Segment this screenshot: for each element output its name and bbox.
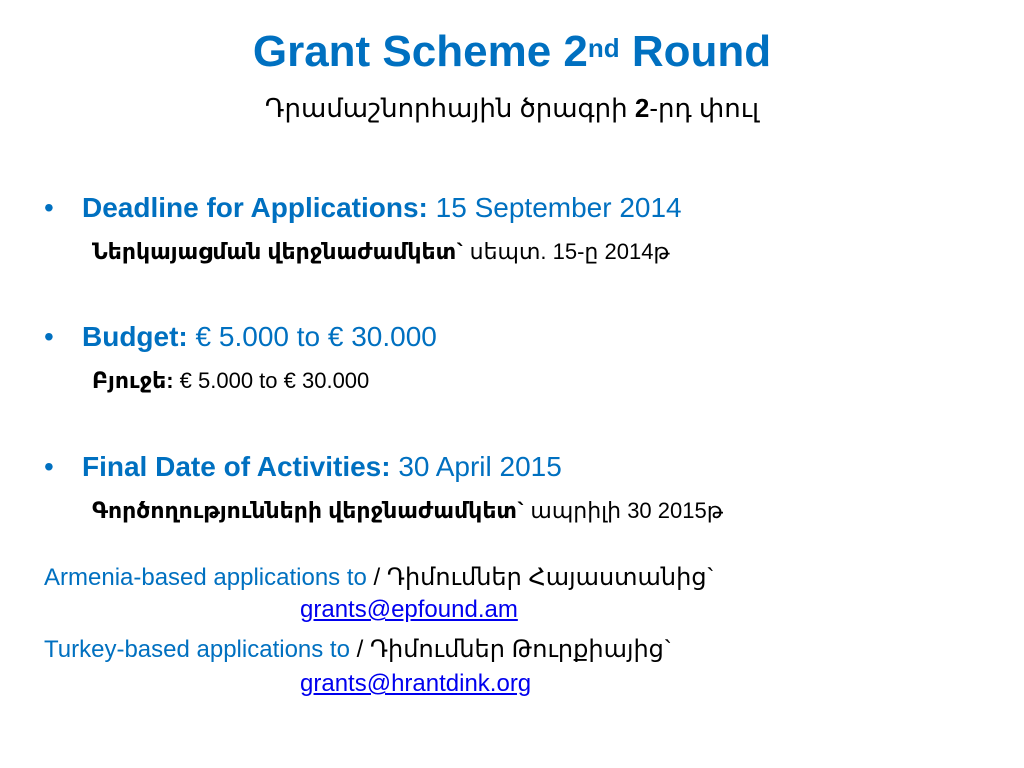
budget-armenian-label: Բյուջե: bbox=[92, 368, 174, 393]
final-date-armenian-label: Գործողությունների վերջնաժամկետ` bbox=[92, 498, 525, 523]
contact-armenia bbox=[44, 563, 715, 593]
subtitle-bold: 2 bbox=[634, 93, 650, 123]
bullet-final-date-value: 30 April 2015 bbox=[390, 451, 562, 482]
bullet-dot-icon: • bbox=[44, 192, 54, 223]
contact-turkey-label-am: / Դիմումներ Թուրքիայից` bbox=[349, 636, 672, 663]
budget-armenian-value: € 5.000 to € 30.000 bbox=[173, 368, 370, 393]
bullet-deadline-text bbox=[82, 191, 682, 225]
contact-armenia-label-en: Armenia-based applications to bbox=[44, 564, 367, 591]
bullet-final-date-label: Final Date of Activities: bbox=[82, 451, 391, 482]
subtitle-part1: Դրամաշնորհային ծրագրի bbox=[264, 93, 635, 123]
bullet-dot-icon: • bbox=[44, 451, 54, 482]
slide-title bbox=[0, 26, 1024, 78]
contact-turkey-label-en: Turkey-based applications to bbox=[44, 636, 350, 663]
contact-turkey bbox=[44, 635, 672, 665]
bullet-final-date-text bbox=[82, 450, 562, 484]
email-link-turkey[interactable]: grants@hrantdink.org bbox=[300, 670, 532, 697]
title-superscript: nd bbox=[587, 33, 620, 63]
bullet-dot-icon: • bbox=[44, 321, 54, 352]
contact-armenia-label-am: / Դիմումներ Հայաստանից` bbox=[366, 564, 715, 591]
bullet-budget-value: € 5.000 to € 30.000 bbox=[187, 321, 437, 352]
bullet-budget-text bbox=[82, 320, 437, 354]
title-suffix: Round bbox=[619, 27, 772, 76]
deadline-armenian-value: սեպտ. 15-ը 2014թ bbox=[463, 239, 670, 264]
slide-subtitle bbox=[0, 92, 1024, 124]
budget-armenian bbox=[92, 367, 369, 395]
email-link-armenia[interactable]: grants@epfound.am bbox=[300, 596, 518, 623]
bullet-deadline-label: Deadline for Applications: bbox=[82, 192, 428, 223]
final-date-armenian-value: ապրիլի 30 2015թ bbox=[524, 498, 723, 523]
deadline-armenian bbox=[92, 238, 670, 266]
final-date-armenian bbox=[92, 497, 723, 525]
subtitle-part2: -րդ փուլ bbox=[649, 93, 760, 123]
bullet-deadline-value: 15 September 2014 bbox=[427, 192, 682, 223]
title-main: Grant Scheme 2 bbox=[252, 27, 588, 76]
deadline-armenian-label: Ներկայացման վերջնաժամկետ` bbox=[92, 239, 464, 264]
bullet-budget-label: Budget: bbox=[82, 321, 188, 352]
